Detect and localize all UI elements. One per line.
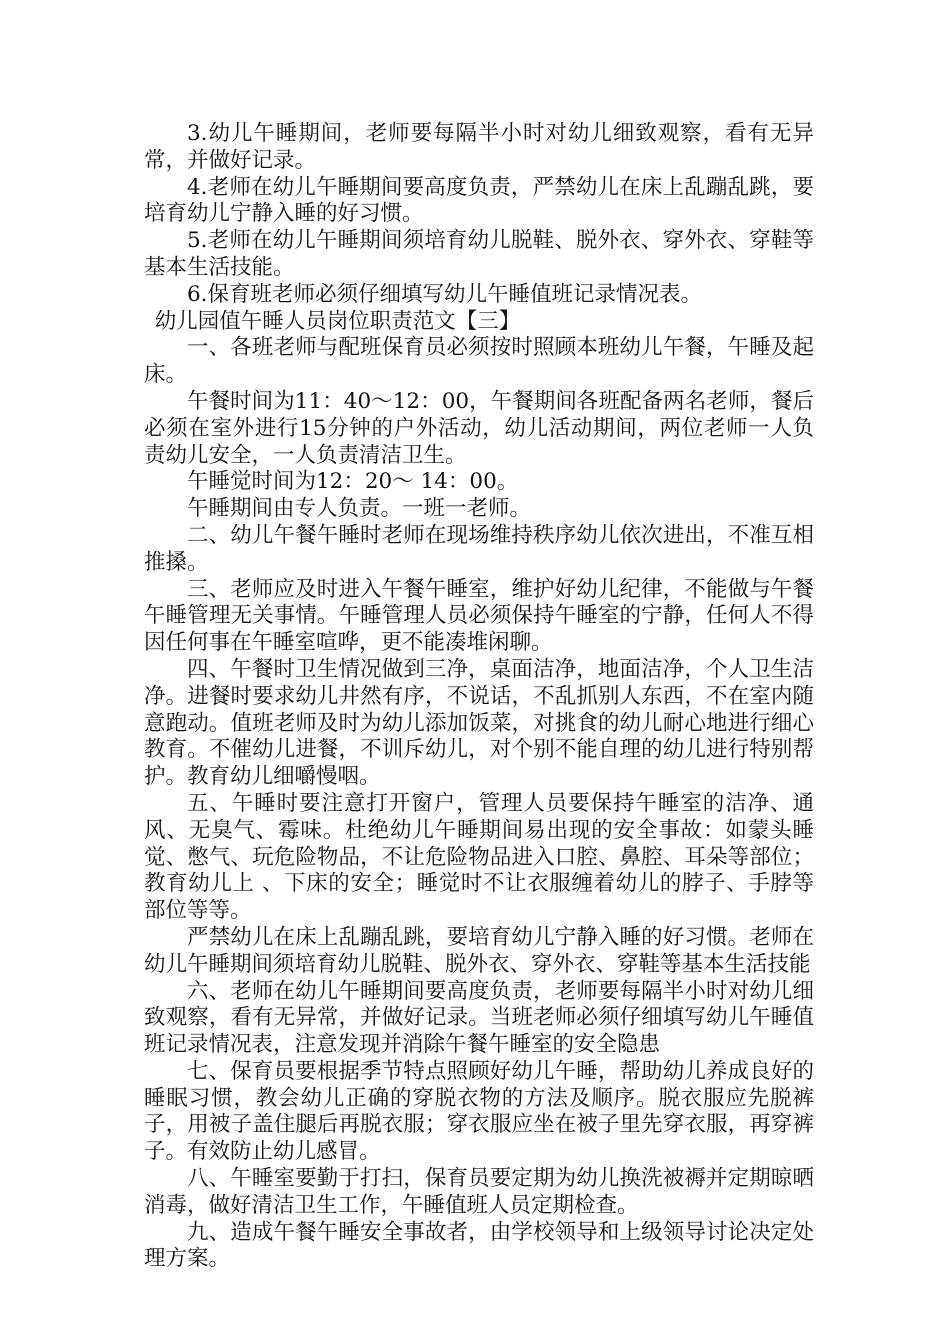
paragraph-item-6: 6.保育班老师必须仔细填写幼儿午睡值班记录情况表。 — [187, 281, 703, 307]
lunch-time-paragraph: 午餐时间为11：40～12：00，午餐期间各班配备两名老师，餐后必须在室外进行15分钟的户外活动，幼儿活动期间，两位老师一人负责幼儿安全，一人负责清洁卫生。 — [144, 388, 814, 468]
section-paragraph-2: 二、幼儿午餐午睡时老师在现场维持秩序幼儿依次进出，不准互相推搡。 — [144, 522, 814, 575]
section-paragraph-8: 八、午睡室要勤于打扫，保育员要定期为幼儿换洗被褥并定期晾晒消毒，做好清洁卫生工作，午睡值班人员定期检查。 — [144, 1166, 814, 1218]
document-body — [144, 121, 814, 1273]
section-paragraph-4: 四、午餐时卫生情况做到三净，桌面洁净，地面洁净，个人卫生洁净。进餐时要求幼儿井然有序，不说话，不乱抓别人东西，不在室内随意跑动。值班老师及时为幼儿添加饭菜，对挑食的幼儿耐心地进行细心教育。不催幼儿进餐，不训斥幼儿，对个别不能自理的幼儿进行特别帮护。教育幼儿细嚼慢咽。 — [144, 656, 814, 790]
nap-duty-paragraph: 午睡期间由专人负责。一班一老师。 — [187, 496, 532, 522]
section-paragraph-7: 七、保育员要根据季节特点照顾好幼儿午睡，帮助幼儿养成良好的睡眠习惯，教会幼儿正确的穿脱衣物的方法及顺序。脱衣服应先脱裤子，用被子盖住腿后再脱衣服；穿衣服应坐在被子里先穿衣服，再穿裤子。有效防止幼儿感冒。 — [144, 1058, 814, 1165]
section-paragraph-3: 三、老师应及时进入午餐午睡室，维护好幼儿纪律，不能做与午餐午睡管理无关事情。午睡管理人员必须保持午睡室的宁静，任何人不得因任何事在午睡室喧哗，更不能凑堆闲聊。 — [144, 576, 814, 656]
section-paragraph-9: 九、造成午餐午睡安全事故者，由学校领导和上级领导讨论决定处理方案。 — [144, 1219, 814, 1272]
section-title: 幼儿园值午睡人员岗位职责范文【三】 — [154, 308, 521, 334]
section-paragraph-5: 五、午睡时要注意打开窗户，管理人员要保持午睡室的洁净、通风、无臭气、霉味。杜绝幼儿午睡期间易出现的安全事故：如蒙头睡觉、憋气、玩危险物品，不让危险物品进入口腔、鼻腔、耳朵等部位；教育幼儿上 、下床的安全；睡觉时不让衣服缠着幼儿的脖子、手脖等部位等等。 — [144, 790, 814, 924]
section-paragraph-6: 六、老师在幼儿午睡期间要高度负责，老师要每隔半小时对幼儿细致观察，看有无异常，并做好记录。当班老师必须仔细填写幼儿午睡值班记录情况表，注意发现并消除午餐午睡室的安全隐患 — [144, 978, 814, 1058]
paragraph-item-3: 3.幼儿午睡期间，老师要每隔半小时对幼儿细致观察，看有无异常，并做好记录。 — [144, 121, 814, 173]
section-paragraph-5-continued: 严禁幼儿在床上乱蹦乱跳，要培育幼儿宁静入睡的好习惯。老师在幼儿午睡期间须培育幼儿脱鞋、脱外衣、穿外衣、穿鞋等基本生活技能 — [144, 924, 814, 977]
paragraph-item-4: 4.老师在幼儿午睡期间要高度负责，严禁幼儿在床上乱蹦乱跳，要培育幼儿宁静入睡的好习惯。 — [144, 174, 814, 227]
paragraph-item-5: 5.老师在幼儿午睡期间须培育幼儿脱鞋、脱外衣、穿外衣、穿鞋等基本生活技能。 — [144, 228, 814, 280]
section-paragraph-1: 一、各班老师与配班保育员必须按时照顾本班幼儿午餐，午睡及起床。 — [144, 335, 814, 388]
nap-time-paragraph: 午睡觉时间为12：20～ 14：00。 — [187, 469, 519, 495]
